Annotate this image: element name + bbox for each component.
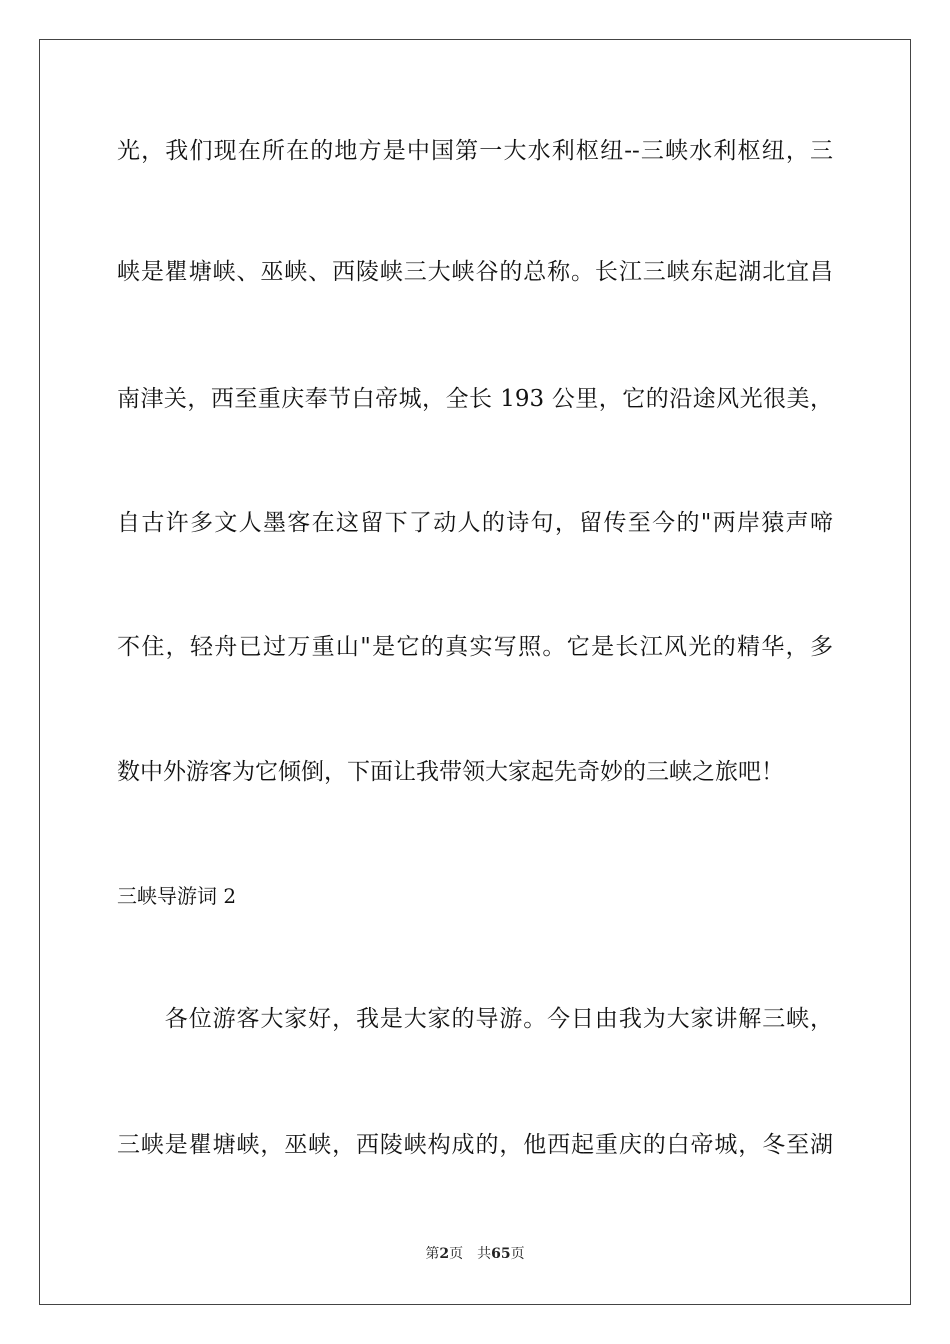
paragraph-line-1: 光，我们现在所在的地方是中国第一大水利枢纽--三峡水利枢纽，三 <box>117 138 833 164</box>
footer-page-prefix: 第 <box>425 1246 440 1262</box>
page-border <box>39 39 911 1305</box>
footer-page-suffix: 页 <box>449 1246 464 1262</box>
footer-total-prefix: 共 <box>477 1246 492 1262</box>
paragraph-line-3: 南津关，西至重庆奉节白帝城，全长 193 公里，它的沿途风光很美， <box>117 386 833 412</box>
section2-line-1: 各位游客大家好，我是大家的导游。今日由我为大家讲解三峡， <box>117 1006 833 1032</box>
section2-line-2: 三峡是瞿塘峡，巫峡，西陵峡构成的，他西起重庆的白帝城，冬至湖 <box>117 1132 833 1158</box>
footer-total-number: 65 <box>491 1246 511 1262</box>
paragraph-line-2: 峡是瞿塘峡、巫峡、西陵峡三大峡谷的总称。长江三峡东起湖北宜昌 <box>117 259 833 285</box>
footer-page-number: 2 <box>439 1246 450 1262</box>
paragraph-line-6: 数中外游客为它倾倒，下面让我带领大家起先奇妙的三峡之旅吧！ <box>117 759 784 785</box>
paragraph-line-4: 自古许多文人墨客在这留下了动人的诗句，留传至今的"两岸猿声啼 <box>117 510 833 536</box>
paragraph-line-5: 不住，轻舟已过万重山"是它的真实写照。它是长江风光的精华，多 <box>117 634 833 660</box>
footer-total-suffix: 页 <box>510 1246 525 1262</box>
section-heading: 三峡导游词 2 <box>117 884 237 908</box>
page-footer <box>0 1245 950 1263</box>
